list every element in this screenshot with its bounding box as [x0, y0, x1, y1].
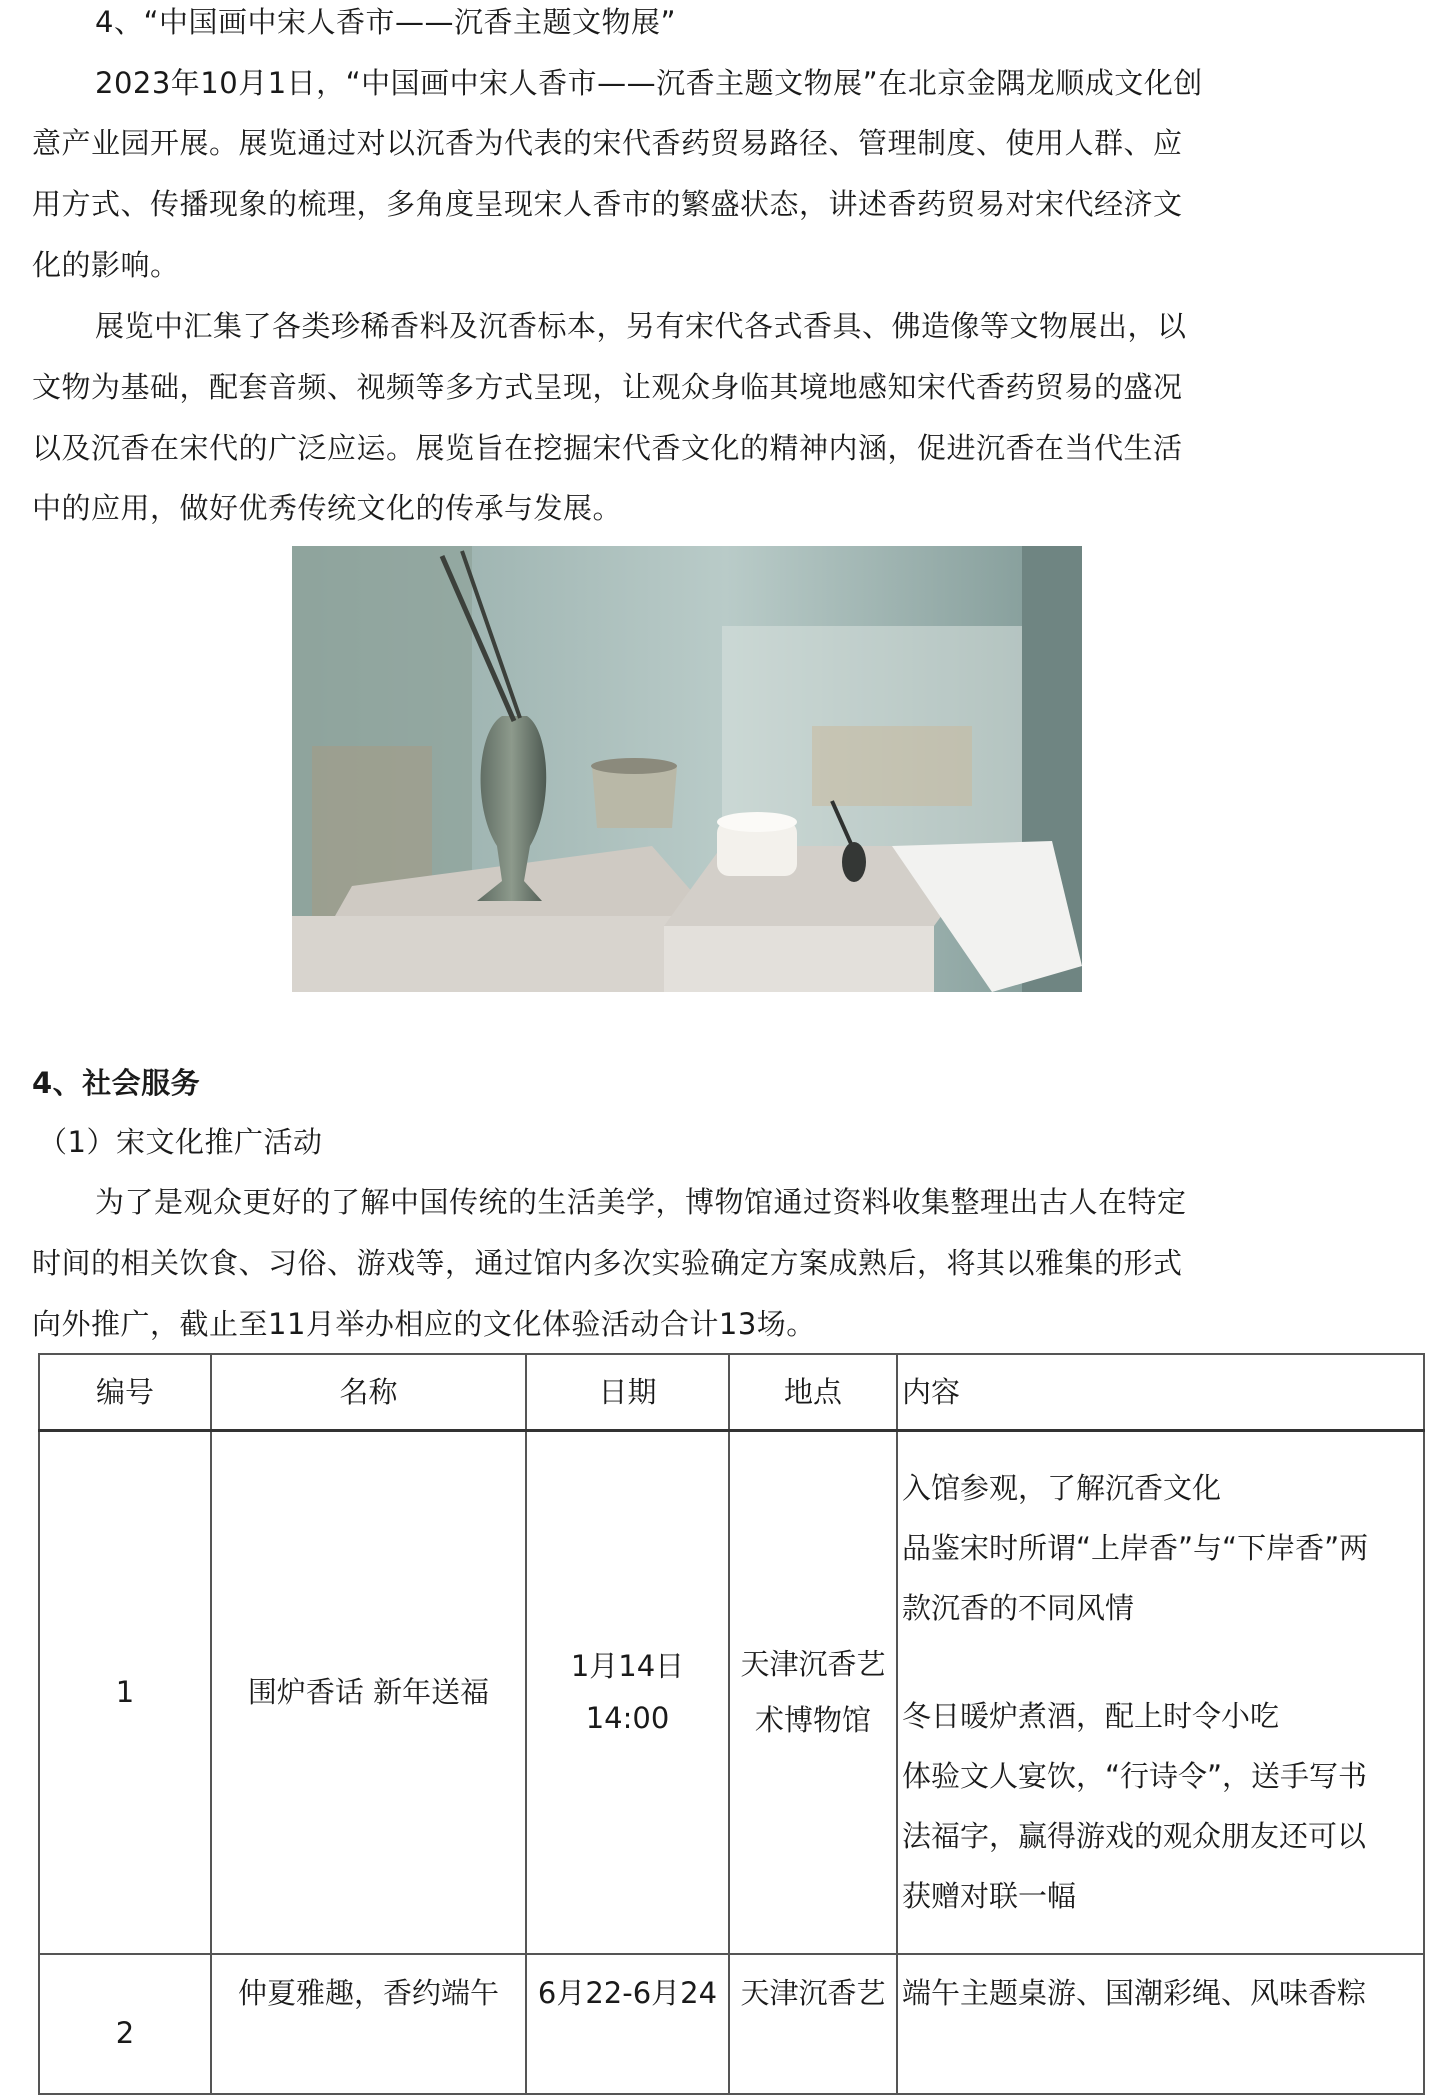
row-place: 天津沉香艺 [729, 1954, 897, 2094]
header-name: 名称 [211, 1354, 526, 1431]
content-line: 法福字，赢得游戏的观众朋友还可以 [902, 1819, 1367, 1854]
table-row [39, 1954, 1424, 2094]
activities-table [38, 1353, 1425, 2095]
content-line: 体验文人宴饮，“行诗令”，送手写书 [902, 1759, 1368, 1794]
row-num: 1 [39, 1431, 211, 1954]
table-header-row [39, 1354, 1424, 1431]
row-content: 端午主题桌游、国潮彩绳、风味香粽 [897, 1954, 1424, 2094]
exhibit-para1-line: 化的影响。 [32, 248, 180, 282]
header-num: 编号 [39, 1354, 211, 1431]
exhibit-para2-line: 文物为基础，配套音频、视频等多方式呈现，让观众身临其境地感知宋代香药贸易的盛况 [32, 370, 1183, 404]
header-content: 内容 [897, 1354, 1424, 1431]
row-time-line: 14:00 [585, 1701, 670, 1736]
exhibit-para2-line: 展览中汇集了各类珍稀香料及沉香标本，另有宋代各式香具、佛造像等文物展出，以 [95, 309, 1187, 343]
row-place-line: 天津沉香艺 [740, 1647, 886, 1682]
service-heading: 4、社会服务 [32, 1066, 201, 1100]
row-name: 仲夏雅趣，香约端午 [211, 1954, 526, 2094]
row-content [897, 1431, 1424, 1954]
service-para-line: 时间的相关饮食、习俗、游戏等，通过馆内多次实验确定方案成熟后，将其以雅集的形式 [32, 1246, 1183, 1280]
exhibit-heading: 4、“中国画中宋人香市——沉香主题文物展” [95, 5, 676, 39]
header-place: 地点 [729, 1354, 897, 1431]
row-place [729, 1431, 897, 1954]
row-name: 围炉香话 新年送福 [211, 1431, 526, 1954]
content-line: 款沉香的不同风情 [902, 1591, 1135, 1626]
exhibition-photo [292, 546, 1082, 992]
header-date: 日期 [526, 1354, 729, 1431]
service-para-line: 为了是观众更好的了解中国传统的生活美学，博物馆通过资料收集整理出古人在特定 [95, 1185, 1187, 1219]
row-num: 2 [39, 1954, 211, 2094]
content-line: 冬日暖炉煮酒，配上时令小吃 [902, 1699, 1280, 1734]
service-para-line: 向外推广，截止至11月举办相应的文化体验活动合计13场。 [32, 1307, 816, 1341]
row-place-line: 术博物馆 [754, 1703, 871, 1738]
service-subheading: （1）宋文化推广活动 [38, 1125, 323, 1159]
table-row [39, 1431, 1424, 1954]
exhibit-para2-line: 以及沉香在宋代的广泛应运。展览旨在挖掘宋代香文化的精神内涵，促进沉香在当代生活 [32, 431, 1183, 465]
content-line: 入馆参观，了解沉香文化 [902, 1471, 1222, 1506]
exhibit-para1-line: 用方式、传播现象的梳理，多角度呈现宋人香市的繁盛状态，讲述香药贸易对宋代经济文 [32, 187, 1183, 221]
content-line: 品鉴宋时所谓“上岸香”与“下岸香”两 [902, 1531, 1369, 1566]
content-line: 获赠对联一幅 [902, 1879, 1077, 1914]
row-date [526, 1431, 729, 1954]
exhibit-para1-line: 意产业园开展。展览通过对以沉香为代表的宋代香药贸易路径、管理制度、使用人群、应 [32, 126, 1183, 160]
exhibit-para1-line: 2023年10月1日，“中国画中宋人香市——沉香主题文物展”在北京金隅龙顺成文化创 [95, 66, 1203, 100]
exhibit-para2-line: 中的应用，做好优秀传统文化的传承与发展。 [32, 491, 623, 525]
row-date-line: 1月14日 [570, 1649, 685, 1684]
row-date: 6月22-6月24 [526, 1954, 729, 2094]
